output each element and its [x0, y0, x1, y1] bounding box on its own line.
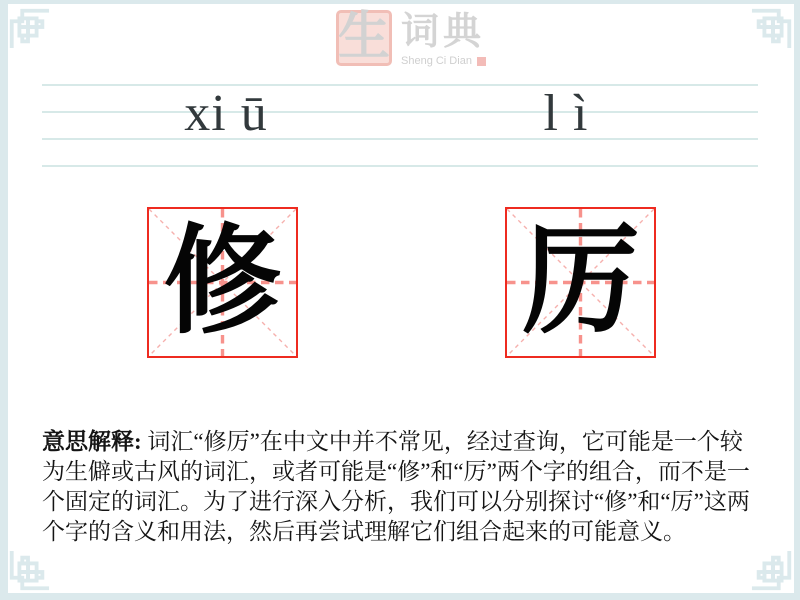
logo-romanization-text: Sheng Ci Dian — [401, 55, 472, 67]
corner-ornament-top-right — [751, 5, 795, 49]
logo-seal-character: 生 — [338, 9, 391, 66]
pinyin-second-character: l ì — [543, 84, 589, 142]
meaning-explanation-label: 意思解释: — [42, 429, 142, 454]
logo-seal-stamp-icon — [336, 10, 392, 66]
corner-ornament-top-left — [6, 5, 50, 49]
meaning-explanation-paragraph — [42, 427, 762, 547]
logo-title-text: 词典 — [401, 11, 486, 53]
meaning-explanation-text: 词汇“修厉”在中文中并不常见，经过查询，它可能是一个较为生僻或古风的词汇，或者可能是“修”和“厉”两个字的组合，而不是一个固定的词汇。为了进行深入分析，我们可以分别探讨“修”和“厉”这两个字的含义和用法，然后再尝试理解它们组合起来的可能意义。 — [42, 429, 750, 544]
logo-subtitle — [401, 55, 486, 67]
character-practice-grid-second — [505, 207, 656, 358]
pinyin-first-character: xi ū — [184, 84, 268, 142]
site-logo — [336, 10, 486, 67]
hanzi-first-character: 修 — [163, 216, 282, 348]
corner-ornament-bottom-right — [751, 550, 795, 594]
pinyin-rule-line-4 — [42, 165, 758, 167]
character-practice-grid-first — [147, 207, 298, 358]
logo-accent-square-icon — [477, 57, 486, 66]
corner-ornament-bottom-left — [6, 550, 50, 594]
hanzi-second-character: 厉 — [521, 216, 640, 348]
logo-wordmark — [401, 10, 486, 67]
